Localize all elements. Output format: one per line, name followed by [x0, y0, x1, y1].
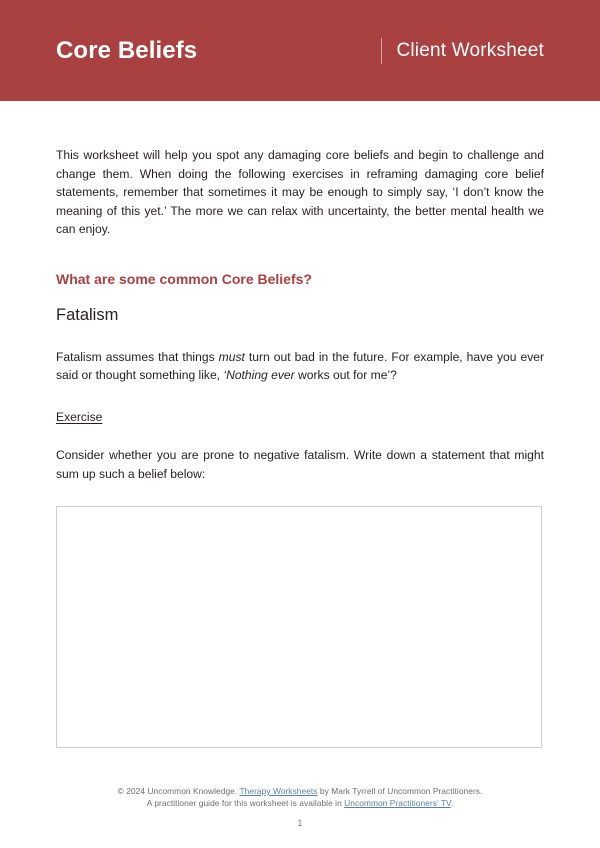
- header-right-group: [381, 38, 544, 64]
- therapy-worksheets-link[interactable]: Therapy Worksheets: [239, 786, 318, 796]
- fatalism-emphasis-must: must: [218, 349, 245, 364]
- fatalism-emphasis-nothing-ever: ‘Nothing ever: [223, 368, 295, 383]
- footer-guide-text: A practitioner guide for this worksheet is available in: [146, 797, 345, 808]
- fatalism-section: [56, 348, 544, 385]
- footer-author-text: by Mark Tyrrell of Uncommon Practitioners.: [317, 786, 483, 796]
- section-heading: What are some common Core Beliefs?: [56, 270, 312, 287]
- header-inner: [56, 0, 544, 101]
- footer-line-2: [0, 798, 600, 810]
- exercise-instruction-section: [56, 446, 544, 483]
- exercise-label: Exercise: [56, 409, 103, 424]
- page-title: Core Beliefs: [56, 36, 198, 64]
- page-footer: [0, 786, 600, 828]
- footer-copyright-text: © 2024 Uncommon Knowledge.: [117, 786, 240, 796]
- intro-paragraph: This worksheet will help you spot any damaging core beliefs and begin to challenge and change them. When doing the following exercises in reframing damaging core belief statements, remember that sometimes it may be enough to simply say, ‘I don’t know the meaning of this yet.’ The more we can relax with uncertainty, the better mental health we can enjoy.: [56, 148, 544, 237]
- intro-section: [56, 146, 544, 239]
- answer-input-box[interactable]: [56, 506, 542, 748]
- page-number: 1: [297, 818, 303, 829]
- footer-guide-text-end: .: [450, 797, 454, 808]
- uncommon-practitioners-tv-link[interactable]: Uncommon Practitioners’ TV: [344, 797, 451, 808]
- sub-heading-fatalism: Fatalism: [56, 306, 119, 325]
- fatalism-paragraph: [56, 348, 544, 385]
- fatalism-text-part-2: turn out bad in the future. For example, have you ever said or thought something like,: [56, 349, 544, 383]
- worksheet-type-label: Client Worksheet: [396, 40, 544, 61]
- footer-line-1: [0, 786, 600, 798]
- page-header: [0, 0, 600, 101]
- fatalism-text-part-3: works out for me’?: [294, 368, 397, 383]
- exercise-instruction: Consider whether you are prone to negative fatalism. Write down a statement that might sum up such a belief below:: [56, 448, 544, 481]
- worksheet-body: [56, 101, 544, 748]
- vertical-divider-icon: [381, 38, 382, 64]
- fatalism-text-part-1: Fatalism assumes that things: [56, 349, 219, 364]
